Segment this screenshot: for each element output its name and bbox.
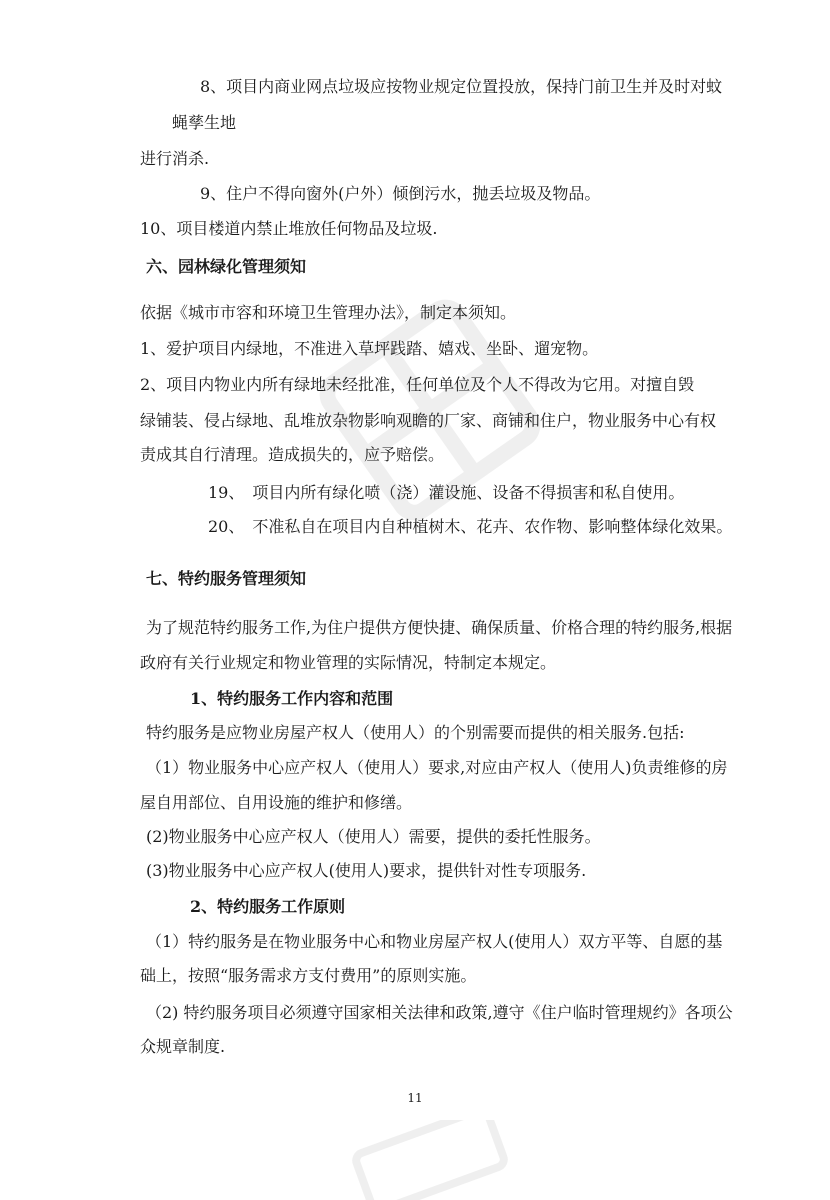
subsection-heading: 2、特约服务工作原则 [190,897,346,916]
section-heading: 七、特约服务管理须知 [146,569,307,588]
paragraph-line: 础上，按照“服务需求方支付费用”的原则实施。 [140,966,477,985]
paragraph-line: 19、 项目内所有绿化喷（浇）灌设施、设备不得损害和私自使用。 [208,483,685,502]
paragraph-line: 为了规范特约服务工作,为住户提供方便快捷、确保质量、价格合理的特约服务,根据 [146,618,733,637]
watermark-bottom-icon [330,1120,530,1200]
paragraph-line: 20、 不准私自在项目内自种植树木、花卉、农作物、影响整体绿化效果。 [208,517,733,536]
paragraph-line: 屋自用部位、自用设施的维护和修缮。 [140,793,413,812]
paragraph-line: 9、住户不得向窗外(户外）倾倒污水，抛丢垃圾及物品。 [200,184,601,203]
paragraph-line: 责成其自行清理。造成损失的，应予赔偿。 [140,445,445,464]
paragraph-line: 特约服务是应物业房屋产权人（使用人）的个别需要而提供的相关服务.包括: [146,723,685,742]
page-number: 11 [407,1091,423,1105]
paragraph-line: 政府有关行业规定和物业管理的实际情况，特制定本规定。 [140,653,557,672]
paragraph-line: (3)物业服务中心应产权人(使用人)要求，提供针对性专项服务. [146,861,587,880]
paragraph-line: 8、项目内商业网点垃圾应按物业规定位置投放，保持门前卫生并及时对蚊 [200,77,723,96]
paragraph-line: （1）特约服务是在物业服务中心和物业房屋产权人(使用人）双方平等、自愿的基 [146,932,723,951]
paragraph-line: 进行消杀. [140,149,210,168]
paragraph-line: 众规章制度. [140,1037,226,1056]
paragraph-line: 绿铺装、侵占绿地、乱堆放杂物影响观瞻的厂家、商铺和住户，物业服务中心有权 [140,411,717,430]
paragraph-line: 10、项目楼道内禁止堆放任何物品及垃圾. [140,219,438,238]
paragraph-line: (2)物业服务中心应产权人（使用人）需要，提供的委托性服务。 [146,827,601,846]
subsection-heading: 1、特约服务工作内容和范围 [190,689,394,708]
paragraph-line: （1）物业服务中心应产权人（使用人）要求,对应由产权人（使用人)负责维修的房 [146,758,728,777]
paragraph-line: 2、项目内物业内所有绿地未经批准，任何单位及个人不得改为它用。对擅自毁 [140,375,695,394]
paragraph-line: （2) 特约服务项目必须遵守国家相关法律和政策,遵守《住户临时管理规约》各项公 [146,1003,733,1022]
paragraph-line: 依据《城市市容和环境卫生管理办法》，制定本须知。 [140,303,517,322]
paragraph-line: 1、爱护项目内绿地，不准进入草坪践踏、嬉戏、坐卧、遛宠物。 [140,339,599,358]
section-heading: 六、园林绿化管理须知 [146,257,307,276]
paragraph-line: 蝇孳生地 [172,113,237,132]
